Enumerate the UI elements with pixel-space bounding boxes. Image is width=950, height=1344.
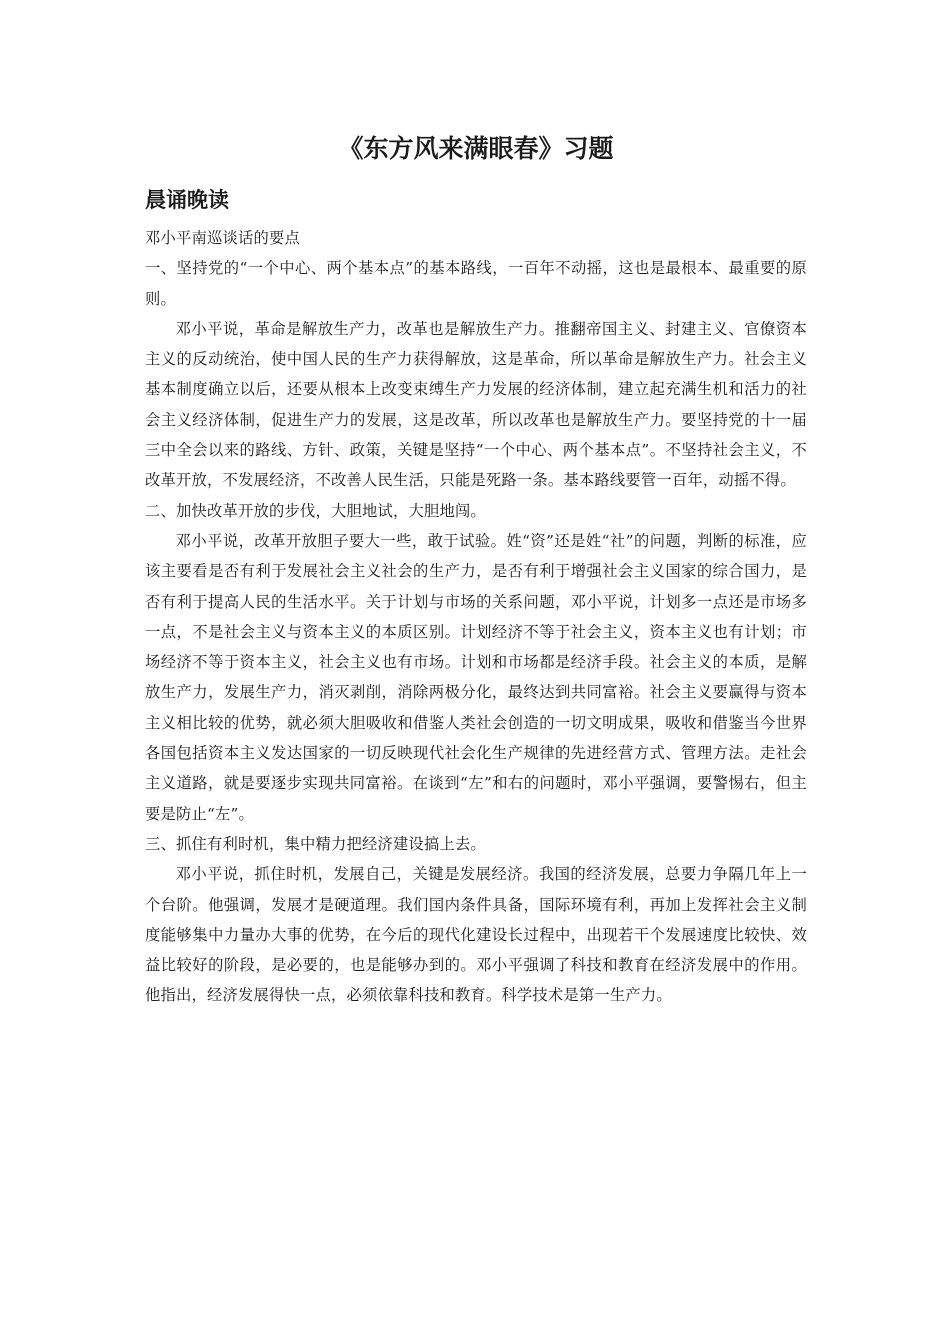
article-title: 邓小平南巡谈话的要点 bbox=[145, 229, 300, 247]
point-1-heading: 一、坚持党的“一个中心、两个基本点”的基本路线，一百年不动摇，这也是最根本、最重要的原则。 bbox=[145, 259, 807, 308]
point-3-body: 邓小平说，抓住时机，发展自己，关键是发展经济。我国的经济发展，总要力争隔几年上一个台阶。他强调，发展才是硬道理。我们国内条件具备，国际环境有利，再加上发挥社会主义制度能够集中力量办大事的优势，在今后的现代化建设长过程中，出现若干个发展速度比较快、效益比较好的阶段，是必要的，也是能够办到的。邓小平强调了科技和教育在经济发展中的作用。他指出，经济发展得快一点，必须依靠科技和教育。科学技术是第一生产力。 bbox=[145, 865, 807, 1005]
point-3-heading: 三、抓住有利时机，集中精力把经济建设搞上去。 bbox=[145, 834, 486, 853]
article bbox=[145, 223, 807, 1011]
point-2-body: 邓小平说，改革开放胆子要大一些，敢于试验。姓“资”还是姓“社”的问题，判断的标准，应该主要看是否有利于发展社会主义社会的生产力，是否有利于增强社会主义国家的综合国力，是否有利于提高人民的生活水平。关于计划与市场的关系问题，邓小平说，计划多一点还是市场多一点，不是社会主义与资本主义的本质区别。计划经济不等于社会主义，资本主义也有计划；市场经济不等于资本主义，社会主义也有市场。计划和市场都是经济手段。社会主义的本质，是解放生产力，发展生产力，消灭剥削，消除两极分化，最终达到共同富裕。社会主义要赢得与资本主义相比较的优势，就必须大胆吸收和借鉴人类社会创造的一切文明成果，吸收和借鉴当今世界各国包括资本主义发达国家的一切反映现代社会化生产规律的先进经营方式、管理方法。走社会主义道路，就是要逐步实现共同富裕。在谈到“左”和右的问题时，邓小平强调，要警惕右，但主要是防止“左”。 bbox=[145, 531, 807, 823]
section-heading: 晨诵晚读 bbox=[145, 188, 229, 212]
point-2-heading: 二、加快改革开放的步伐，大胆地试，大胆地闯。 bbox=[145, 501, 486, 520]
point-1-body: 邓小平说，革命是解放生产力，改革也是解放生产力。推翻帝国主义、封建主义、官僚资本主义的反动统治，使中国人民的生产力获得解放，这是革命，所以革命是解放生产力。社会主义基本制度确立以后，还要从根本上改变束缚生产力发展的经济体制，建立起充满生机和活力的社会主义经济体制，促进生产力的发展，这是改革，所以改革也是解放生产力。要坚持党的十一届三中全会以来的路线、方针、政策，关键是坚持“一个中心、两个基本点”。不坚持社会主义，不改革开放，不发展经济，不改善人民生活，只能是死路一条。基本路线要管一百年，动摇不得。 bbox=[145, 319, 807, 490]
document-title: 《东方风来满眼春》习题 bbox=[338, 134, 614, 163]
